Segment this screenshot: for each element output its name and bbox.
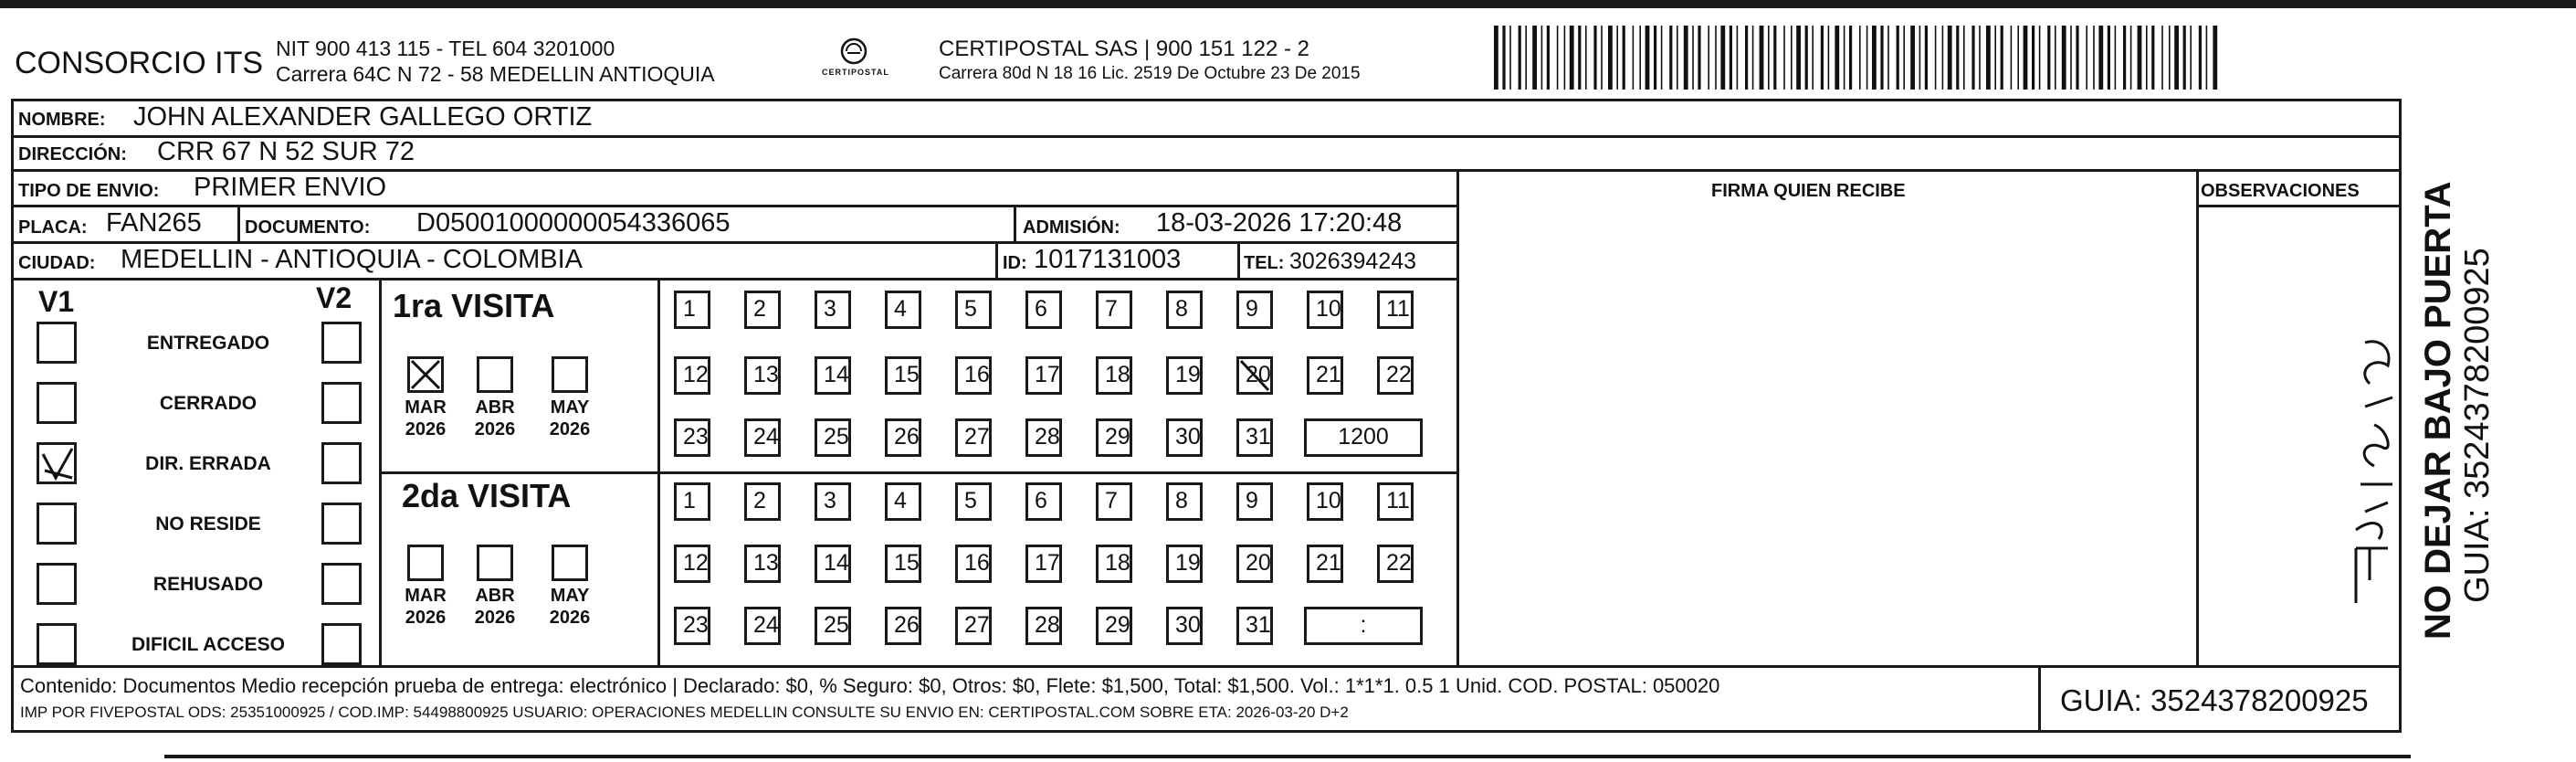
carrier-address: Carrera 80d N 18 16 Lic. 2519 De Octubre 23 De 2015: [939, 64, 1361, 83]
time-box[interactable]: [1304, 418, 1423, 457]
col-divider: [995, 243, 998, 280]
day-number: 10: [1316, 488, 1341, 513]
day-number: 1: [683, 488, 696, 513]
row-line: [11, 241, 1458, 244]
col-divider: [237, 206, 240, 243]
day-box[interactable]: [885, 418, 921, 457]
day-box[interactable]: [1096, 607, 1132, 645]
day-box[interactable]: [744, 482, 781, 521]
day-box[interactable]: [674, 607, 710, 645]
day-box[interactable]: [885, 356, 921, 395]
month-checkbox[interactable]: [552, 356, 588, 393]
day-number: 30: [1175, 424, 1201, 450]
side-guia: GUIA: 3524378200925: [2458, 248, 2497, 603]
day-number: 18: [1105, 550, 1130, 576]
day-box[interactable]: [1166, 356, 1203, 395]
month-label: MAY: [550, 397, 590, 418]
day-number: 8: [1175, 296, 1188, 322]
status-label: CERRADO: [159, 393, 258, 414]
day-box[interactable]: [955, 418, 992, 457]
day-box[interactable]: [1236, 607, 1273, 645]
day-box[interactable]: [1025, 356, 1062, 395]
day-box[interactable]: [1307, 545, 1343, 583]
day-box[interactable]: [885, 291, 921, 329]
placa-value: FAN265: [106, 208, 202, 238]
day-number: 30: [1175, 612, 1201, 638]
day-box[interactable]: [674, 356, 710, 395]
year-label: 2026: [549, 419, 591, 439]
day-number: 20: [1246, 362, 1271, 387]
day-number: 7: [1105, 296, 1118, 322]
day-number: 15: [894, 362, 920, 387]
day-number: 28: [1035, 424, 1060, 450]
nombre-label: NOMBRE:: [18, 110, 106, 130]
year-label: 2026: [405, 419, 447, 439]
status-label: REHUSADO: [152, 574, 264, 595]
day-number: 21: [1316, 362, 1341, 387]
day-box[interactable]: [1096, 545, 1132, 583]
v1-checkbox[interactable]: [37, 322, 77, 364]
col-divider: [1237, 243, 1240, 280]
day-number: 22: [1386, 550, 1412, 576]
month-label: MAY: [550, 586, 590, 606]
day-number: 23: [683, 424, 709, 450]
day-box[interactable]: [815, 607, 851, 645]
year-label: 2026: [474, 419, 516, 439]
v1-checkbox[interactable]: [37, 442, 77, 484]
no-dejar-bajo-puerta: NO DEJAR BAJO PUERTA: [2418, 181, 2458, 640]
day-box[interactable]: [955, 607, 992, 645]
col-divider: [2196, 169, 2199, 667]
v1-checkbox[interactable]: [37, 382, 77, 424]
day-number: 4: [894, 488, 907, 513]
month-label: ABR: [475, 397, 515, 418]
day-box[interactable]: [1025, 291, 1062, 329]
month-checkbox[interactable]: [552, 545, 588, 581]
status-label: DIFICIL ACCESO: [131, 634, 285, 655]
v1-label: V1: [38, 285, 75, 318]
visit-divider: [379, 471, 1458, 474]
day-number: 13: [753, 362, 779, 387]
day-box[interactable]: [744, 545, 781, 583]
day-box[interactable]: [1096, 482, 1132, 521]
day-box[interactable]: [1236, 291, 1273, 329]
day-number: 25: [824, 612, 849, 638]
day-number: 14: [824, 550, 849, 576]
firma-header: FIRMA QUIEN RECIBE: [1711, 181, 1906, 201]
day-box[interactable]: [1025, 418, 1062, 457]
year-label: 2026: [474, 608, 516, 628]
day-box[interactable]: [955, 291, 992, 329]
second-visit-title: 2da VISITA: [402, 477, 572, 514]
day-box[interactable]: [1377, 545, 1414, 583]
day-box[interactable]: [815, 418, 851, 457]
year-label: 2026: [405, 608, 447, 628]
day-box[interactable]: [955, 482, 992, 521]
month-label: MAR: [405, 397, 447, 418]
day-box[interactable]: [674, 545, 710, 583]
day-number: 19: [1175, 362, 1201, 387]
day-box[interactable]: [674, 291, 710, 329]
day-box[interactable]: [1377, 291, 1414, 329]
day-box[interactable]: [744, 291, 781, 329]
day-number: 5: [964, 488, 977, 513]
logo-text: CERTIPOSTAL: [822, 68, 889, 77]
company-address: Carrera 64C N 72 - 58 MEDELLIN ANTIOQUIA: [276, 62, 715, 86]
day-number: 11: [1386, 488, 1410, 513]
day-number: 24: [753, 424, 779, 450]
day-number: 25: [824, 424, 849, 450]
id-label: ID:: [1003, 253, 1027, 273]
day-box[interactable]: [1307, 291, 1343, 329]
day-box[interactable]: [1096, 356, 1132, 395]
day-box[interactable]: [674, 482, 710, 521]
day-number: 12: [683, 550, 709, 576]
company-name: CONSORCIO ITS: [15, 46, 264, 80]
row-line: [11, 278, 1458, 280]
day-box[interactable]: [1307, 482, 1343, 521]
barcode: [1494, 26, 2224, 90]
visit-split: [657, 280, 660, 667]
status-label: ENTREGADO: [146, 333, 270, 354]
day-number: 29: [1105, 612, 1130, 638]
day-number: 23: [683, 612, 709, 638]
handwritten-signature: [2338, 320, 2402, 612]
day-box[interactable]: [1166, 418, 1203, 457]
v2-checkbox[interactable]: [321, 382, 362, 424]
day-number: 28: [1035, 612, 1060, 638]
time-value: 1200: [1338, 424, 1389, 450]
documento-label: DOCUMENTO:: [245, 217, 371, 238]
admision-label: ADMISIÓN:: [1023, 217, 1120, 238]
day-box[interactable]: [1166, 291, 1203, 329]
day-number: 17: [1035, 550, 1060, 576]
v2-checkbox[interactable]: [321, 623, 362, 665]
day-number: 20: [1246, 550, 1271, 576]
day-number: 31: [1246, 612, 1271, 638]
day-number: 15: [894, 550, 920, 576]
day-number: 24: [753, 612, 779, 638]
time-box[interactable]: [1304, 607, 1423, 645]
id-value: 1017131003: [1034, 245, 1182, 274]
day-box[interactable]: [1236, 482, 1273, 521]
documento-value: D05001000000054336065: [416, 208, 731, 238]
v2-checkbox[interactable]: [321, 322, 362, 364]
day-number: 29: [1105, 424, 1130, 450]
day-number: 26: [894, 612, 920, 638]
day-number: 11: [1386, 296, 1410, 322]
footer-imp: IMP POR FIVEPOSTAL ODS: 25351000925 / COD.IMP: 54498800925 USUARIO: OPERACIONES MEDELLIN CONSULTE SU ENVIO EN: CERTIPOSTAL.COM SOBRE ETA: 2026-03-20 D+2: [20, 704, 1349, 721]
day-box[interactable]: [1096, 418, 1132, 457]
day-box[interactable]: [1236, 418, 1273, 457]
day-box[interactable]: [1307, 356, 1343, 395]
certipostal-logo: [804, 35, 904, 80]
day-number: 2: [753, 296, 766, 322]
time-value: :: [1360, 612, 1367, 638]
v2-label: V2: [316, 281, 352, 314]
ciudad-label: CIUDAD:: [18, 253, 96, 273]
row-line: [11, 205, 1458, 207]
day-number: 6: [1035, 296, 1047, 322]
placa-label: PLACA:: [18, 217, 88, 238]
year-label: 2026: [549, 608, 591, 628]
day-box[interactable]: [1025, 545, 1062, 583]
day-number: 17: [1035, 362, 1060, 387]
day-number: 6: [1035, 488, 1047, 513]
day-box[interactable]: [1377, 482, 1414, 521]
direccion-label: DIRECCIÓN:: [18, 144, 127, 164]
observaciones-header: OBSERVACIONES: [2201, 181, 2360, 201]
day-number: 2: [753, 488, 766, 513]
day-box[interactable]: [1025, 607, 1062, 645]
day-box[interactable]: [744, 418, 781, 457]
tipo-envio-label: TIPO DE ENVIO:: [18, 181, 160, 201]
day-box[interactable]: [1236, 545, 1273, 583]
tel-label: TEL:: [1244, 253, 1285, 273]
day-box[interactable]: [815, 482, 851, 521]
day-box[interactable]: [815, 356, 851, 395]
ciudad-value: MEDELLIN - ANTIOQUIA - COLOMBIA: [121, 245, 583, 274]
day-number: 26: [894, 424, 920, 450]
day-number: 19: [1175, 550, 1201, 576]
day-number: 27: [964, 424, 990, 450]
day-number: 14: [824, 362, 849, 387]
day-box[interactable]: [1236, 356, 1273, 395]
day-box[interactable]: [744, 607, 781, 645]
day-box[interactable]: [1166, 482, 1203, 521]
footer-line: [11, 665, 2402, 668]
carrier-name: CERTIPOSTAL SAS | 900 151 122 - 2: [939, 37, 1309, 61]
col-divider: [1014, 206, 1016, 243]
day-box[interactable]: [1377, 356, 1414, 395]
row-line: [11, 169, 2402, 172]
footer-guia: GUIA: 3524378200925: [2060, 683, 2369, 717]
day-number: 22: [1386, 362, 1412, 387]
status-label: NO RESIDE: [155, 513, 261, 534]
day-box[interactable]: [815, 291, 851, 329]
v1-checkbox[interactable]: [37, 623, 77, 665]
tipo-envio-value: PRIMER ENVIO: [194, 173, 387, 202]
month-checkbox[interactable]: [407, 545, 444, 581]
v1-checkbox[interactable]: [37, 503, 77, 545]
day-number: 7: [1105, 488, 1118, 513]
month-label: ABR: [475, 586, 515, 606]
day-number: 1: [683, 296, 696, 322]
day-box[interactable]: [1096, 291, 1132, 329]
v2-checkbox[interactable]: [321, 563, 362, 605]
day-box[interactable]: [674, 418, 710, 457]
day-number: 8: [1175, 488, 1188, 513]
col-divider: [2038, 665, 2041, 733]
day-number: 16: [964, 362, 990, 387]
top-border: [0, 0, 2576, 8]
month-label: MAR: [405, 586, 447, 606]
day-number: 10: [1316, 296, 1341, 322]
status-label: DIR. ERRADA: [145, 453, 271, 474]
row-line: [2196, 205, 2402, 207]
day-box[interactable]: [885, 545, 921, 583]
day-number: 3: [824, 488, 836, 513]
day-number: 5: [964, 296, 977, 322]
day-box[interactable]: [1025, 482, 1062, 521]
footer-contenido: Contenido: Documentos Medio recepción prueba de entrega: electrónico | Declarado: $0, % Seguro: $0, Otros: $0, Flete: $1,500, Total: $1,500. Vol.: 1*1*1. 0.5 1 Unid. COD. POSTAL: 050020: [20, 674, 1720, 697]
first-visit-title: 1ra VISITA: [393, 287, 555, 324]
day-box[interactable]: [885, 607, 921, 645]
bottom-border: [164, 755, 2411, 758]
day-number: 18: [1105, 362, 1130, 387]
day-number: 31: [1246, 424, 1271, 450]
v2-checkbox[interactable]: [321, 503, 362, 545]
col-divider: [1456, 169, 1459, 667]
day-number: 27: [964, 612, 990, 638]
day-box[interactable]: [955, 545, 992, 583]
nombre-value: JOHN ALEXANDER GALLEGO ORTIZ: [133, 102, 593, 132]
day-box[interactable]: [1166, 545, 1203, 583]
day-number: 21: [1316, 550, 1341, 576]
day-number: 9: [1246, 488, 1258, 513]
day-box[interactable]: [815, 545, 851, 583]
day-box[interactable]: [955, 356, 992, 395]
direccion-value: CRR 67 N 52 SUR 72: [157, 137, 415, 166]
day-number: 13: [753, 550, 779, 576]
day-number: 4: [894, 296, 907, 322]
day-box[interactable]: [1166, 607, 1203, 645]
day-number: 12: [683, 362, 709, 387]
month-checkbox[interactable]: [407, 356, 444, 393]
v2-checkbox[interactable]: [321, 442, 362, 484]
month-checkbox[interactable]: [477, 545, 513, 581]
tel-value: 3026394243: [1289, 249, 1417, 274]
day-box[interactable]: [885, 482, 921, 521]
day-number: 9: [1246, 296, 1258, 322]
company-nit: NIT 900 413 115 - TEL 604 3201000: [276, 37, 615, 60]
v1-checkbox[interactable]: [37, 563, 77, 605]
month-checkbox[interactable]: [477, 356, 513, 393]
admision-value: 18-03-2026 17:20:48: [1156, 208, 1403, 238]
day-box[interactable]: [744, 356, 781, 395]
day-number: 3: [824, 296, 836, 322]
day-number: 16: [964, 550, 990, 576]
